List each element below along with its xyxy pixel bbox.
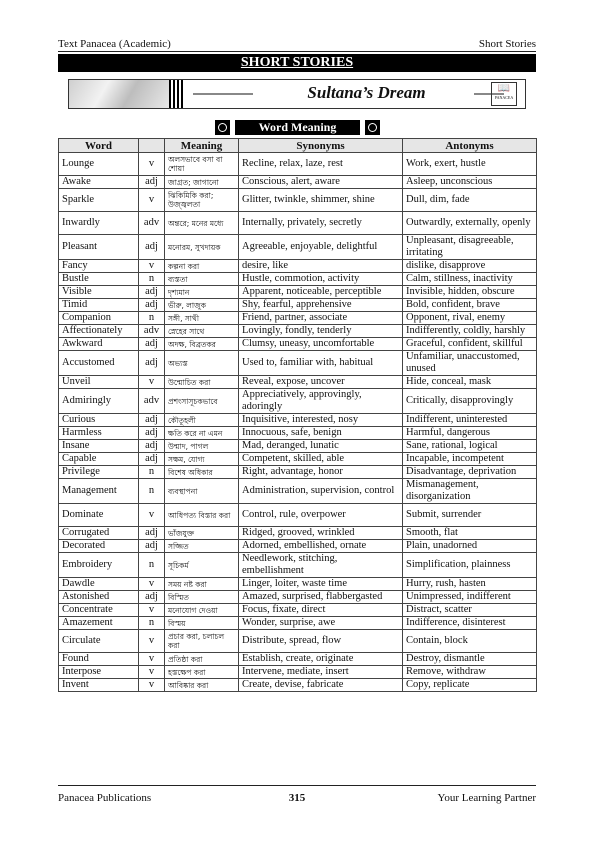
cell-word: Inwardly (59, 212, 139, 235)
banner-marble-panel (69, 80, 169, 108)
page-header (58, 38, 536, 52)
table-row (59, 504, 537, 527)
cell-synonyms: Used to, familiar with, habitual (239, 351, 403, 376)
table-row (59, 325, 537, 338)
table-row (59, 312, 537, 325)
cell-synonyms: Glitter, twinkle, shimmer, shine (239, 189, 403, 212)
cell-synonyms: Create, devise, fabricate (239, 679, 403, 692)
cell-antonyms: Smooth, flat (403, 527, 537, 540)
book-icon: 📖 (497, 83, 511, 94)
cell-pos: n (139, 466, 165, 479)
table-row (59, 666, 537, 679)
cell-pos: v (139, 653, 165, 666)
cell-pos: adj (139, 453, 165, 466)
table-row (59, 153, 537, 176)
cell-antonyms: Opponent, rival, enemy (403, 312, 537, 325)
cell-meaning: সময় নষ্ট করা (165, 578, 239, 591)
table-row (59, 679, 537, 692)
cell-meaning: বিস্ময় (165, 617, 239, 630)
cell-antonyms: dislike, disapprove (403, 260, 537, 273)
cell-antonyms: Graceful, confident, skillful (403, 338, 537, 351)
cell-antonyms: Hurry, rush, hasten (403, 578, 537, 591)
cell-antonyms: Dull, dim, fade (403, 189, 537, 212)
cell-pos: adj (139, 414, 165, 427)
cell-word: Accustomed (59, 351, 139, 376)
table-body (59, 153, 537, 692)
cell-synonyms: Internally, privately, secretly (239, 212, 403, 235)
cell-antonyms: Mismanagement, disorganization (403, 479, 537, 504)
cell-word: Pleasant (59, 235, 139, 260)
cell-meaning: প্রচার করা, চলাচল করা (165, 630, 239, 653)
cell-meaning: হস্তক্ষেপ করা (165, 666, 239, 679)
cell-word: Corrugated (59, 527, 139, 540)
cell-meaning: উন্মোচিত করা (165, 376, 239, 389)
cell-word: Decorated (59, 540, 139, 553)
table-row (59, 527, 537, 540)
cell-pos: v (139, 630, 165, 653)
cell-pos: n (139, 479, 165, 504)
cell-meaning: ব্যবস্থাপনা (165, 479, 239, 504)
cell-pos: adj (139, 351, 165, 376)
cell-antonyms: Unpleasant, disagreeable, irritating (403, 235, 537, 260)
banner-stripe (169, 80, 185, 108)
cell-word: Management (59, 479, 139, 504)
cell-word: Embroidery (59, 553, 139, 578)
cell-pos: adj (139, 299, 165, 312)
section-title: SHORT STORIES (240, 55, 354, 70)
cell-meaning: আবিষ্কার করা (165, 679, 239, 692)
cell-pos: adj (139, 591, 165, 604)
cell-word: Circulate (59, 630, 139, 653)
cell-antonyms: Work, exert, hustle (403, 153, 537, 176)
cell-word: Curious (59, 414, 139, 427)
cell-word: Timid (59, 299, 139, 312)
cell-word: Fancy (59, 260, 139, 273)
cell-pos: adj (139, 540, 165, 553)
cell-synonyms: Focus, fixate, direct (239, 604, 403, 617)
cell-synonyms: Inquisitive, interested, nosy (239, 414, 403, 427)
publisher-logo (491, 82, 517, 106)
cell-pos: v (139, 504, 165, 527)
cell-meaning: ঝিকিমিকি করা; উজ্জ্বলতা (165, 189, 239, 212)
cell-pos: adv (139, 389, 165, 414)
cell-meaning: সূচিকর্ম (165, 553, 239, 578)
cell-synonyms: Intervene, mediate, insert (239, 666, 403, 679)
cell-meaning: বিশেষ অধিকার (165, 466, 239, 479)
cell-word: Interpose (59, 666, 139, 679)
cell-antonyms: Copy, replicate (403, 679, 537, 692)
cell-synonyms: Lovingly, fondly, tenderly (239, 325, 403, 338)
table-row (59, 440, 537, 453)
cell-pos: adj (139, 176, 165, 189)
section-title-bar (58, 54, 536, 72)
table-row (59, 212, 537, 235)
cell-word: Concentrate (59, 604, 139, 617)
table-row (59, 591, 537, 604)
cell-meaning: অভ্যস্ত (165, 351, 239, 376)
cell-synonyms: Shy, fearful, apprehensive (239, 299, 403, 312)
table-row (59, 453, 537, 466)
cell-pos: v (139, 578, 165, 591)
cell-antonyms: Indifference, disinterest (403, 617, 537, 630)
cell-meaning: মনোরম, সুখদায়ক (165, 235, 239, 260)
cell-word: Insane (59, 440, 139, 453)
cell-antonyms: Indifferently, coldly, harshly (403, 325, 537, 338)
cell-pos: v (139, 679, 165, 692)
table-row (59, 630, 537, 653)
cell-antonyms: Destroy, dismantle (403, 653, 537, 666)
column-header-pos (139, 139, 165, 153)
cell-synonyms: Recline, relax, laze, rest (239, 153, 403, 176)
word-meaning-label: Word Meaning (235, 120, 360, 135)
cell-meaning: সঙ্গী, সাথী (165, 312, 239, 325)
cell-word: Visible (59, 286, 139, 299)
cell-antonyms: Disadvantage, deprivation (403, 466, 537, 479)
cell-antonyms: Unimpressed, indifferent (403, 591, 537, 604)
cell-pos: n (139, 273, 165, 286)
cell-meaning: প্রতিষ্ঠা করা (165, 653, 239, 666)
cell-antonyms: Outwardly, externally, openly (403, 212, 537, 235)
cell-synonyms: Adorned, embellished, ornate (239, 540, 403, 553)
cell-antonyms: Invisible, hidden, obscure (403, 286, 537, 299)
cell-synonyms: Conscious, alert, aware (239, 176, 403, 189)
cell-word: Admiringly (59, 389, 139, 414)
cell-meaning: জাগ্রত; জাগানো (165, 176, 239, 189)
cell-synonyms: Distribute, spread, flow (239, 630, 403, 653)
table-row (59, 617, 537, 630)
table-row (59, 604, 537, 617)
cell-synonyms: Linger, loiter, waste time (239, 578, 403, 591)
cell-synonyms: Ridged, grooved, wrinkled (239, 527, 403, 540)
page-footer (58, 792, 536, 806)
table-row (59, 389, 537, 414)
cell-synonyms: Reveal, expose, uncover (239, 376, 403, 389)
cell-antonyms: Calm, stillness, inactivity (403, 273, 537, 286)
cell-synonyms: Appreciatively, approvingly, adoringly (239, 389, 403, 414)
cell-antonyms: Sane, rational, logical (403, 440, 537, 453)
cell-pos: v (139, 666, 165, 679)
cell-pos: adj (139, 338, 165, 351)
table-row (59, 578, 537, 591)
story-title-banner (68, 79, 526, 109)
cell-synonyms: Mad, deranged, lunatic (239, 440, 403, 453)
cell-meaning: কল্পনা করা (165, 260, 239, 273)
cell-synonyms: Needlework, stitching, embellishment (239, 553, 403, 578)
header-book-title: Text Panacea (Academic) (58, 38, 171, 50)
cell-antonyms: Plain, unadorned (403, 540, 537, 553)
cell-synonyms: Establish, create, originate (239, 653, 403, 666)
table-row (59, 466, 537, 479)
cell-meaning: ব্যস্ততা (165, 273, 239, 286)
footer-tagline: Your Learning Partner (437, 792, 536, 804)
cell-word: Harmless (59, 427, 139, 440)
cell-pos: n (139, 553, 165, 578)
cell-pos: v (139, 153, 165, 176)
cell-synonyms: Hustle, commotion, activity (239, 273, 403, 286)
cell-pos: adj (139, 527, 165, 540)
target-icon (365, 120, 380, 135)
cell-pos: n (139, 312, 165, 325)
table-row (59, 351, 537, 376)
vocabulary-table (58, 138, 537, 692)
cell-synonyms: Clumsy, uneasy, uncomfortable (239, 338, 403, 351)
cell-antonyms: Incapable, incompetent (403, 453, 537, 466)
cell-meaning: সজ্জিত (165, 540, 239, 553)
cell-word: Privilege (59, 466, 139, 479)
table-row (59, 479, 537, 504)
cell-meaning: ভাঁজযুক্ত (165, 527, 239, 540)
cell-pos: v (139, 376, 165, 389)
table-row (59, 427, 537, 440)
table-header-row (59, 139, 537, 153)
cell-antonyms: Unfamiliar, unaccustomed, unused (403, 351, 537, 376)
footer-rule (58, 785, 536, 786)
cell-antonyms: Simplification, plainness (403, 553, 537, 578)
table-row (59, 653, 537, 666)
cell-antonyms: Distract, scatter (403, 604, 537, 617)
cell-synonyms: Innocuous, safe, benign (239, 427, 403, 440)
cell-word: Sparkle (59, 189, 139, 212)
table-row (59, 553, 537, 578)
cell-meaning: উন্মাদ, পাগল (165, 440, 239, 453)
cell-synonyms: Amazed, surprised, flabbergasted (239, 591, 403, 604)
column-header-word: Word (59, 139, 139, 153)
cell-antonyms: Critically, disapprovingly (403, 389, 537, 414)
cell-pos: v (139, 260, 165, 273)
cell-word: Affectionately (59, 325, 139, 338)
table-row (59, 176, 537, 189)
table-row (59, 299, 537, 312)
column-header-antonyms: Antonyms (403, 139, 537, 153)
cell-meaning: মনোযোগ দেওয়া (165, 604, 239, 617)
cell-pos: adj (139, 427, 165, 440)
cell-pos: n (139, 617, 165, 630)
cell-synonyms: Control, rule, overpower (239, 504, 403, 527)
cell-synonyms: Apparent, noticeable, perceptible (239, 286, 403, 299)
cell-antonyms: Contain, block (403, 630, 537, 653)
cell-synonyms: Friend, partner, associate (239, 312, 403, 325)
cell-synonyms: Wonder, surprise, awe (239, 617, 403, 630)
table-row (59, 260, 537, 273)
cell-antonyms: Indifferent, uninterested (403, 414, 537, 427)
cell-word: Bustle (59, 273, 139, 286)
banner-rule-left (193, 93, 253, 95)
cell-word: Lounge (59, 153, 139, 176)
cell-pos: adj (139, 286, 165, 299)
cell-word: Found (59, 653, 139, 666)
cell-antonyms: Submit, surrender (403, 504, 537, 527)
cell-meaning: সক্ষম, যোগ্য (165, 453, 239, 466)
cell-meaning: ভীরু, লাজুক (165, 299, 239, 312)
page-number: 315 (288, 792, 306, 804)
cell-word: Capable (59, 453, 139, 466)
cell-pos: v (139, 604, 165, 617)
target-icon (215, 120, 230, 135)
cell-meaning: আধিপত্য বিস্তার করা (165, 504, 239, 527)
cell-word: Unveil (59, 376, 139, 389)
cell-antonyms: Harmful, dangerous (403, 427, 537, 440)
column-header-meaning: Meaning (165, 139, 239, 153)
cell-word: Dominate (59, 504, 139, 527)
cell-word: Astonished (59, 591, 139, 604)
cell-antonyms: Bold, confident, brave (403, 299, 537, 312)
table-row (59, 540, 537, 553)
story-title: Sultana’s Dream (307, 83, 426, 102)
cell-synonyms: Administration, supervision, control (239, 479, 403, 504)
cell-meaning: বিস্মিত (165, 591, 239, 604)
cell-word: Dawdle (59, 578, 139, 591)
cell-synonyms: desire, like (239, 260, 403, 273)
table-row (59, 376, 537, 389)
header-section-name: Short Stories (478, 38, 536, 50)
cell-synonyms: Competent, skilled, able (239, 453, 403, 466)
cell-meaning: অদক্ষ, বিব্রতকর (165, 338, 239, 351)
table-row (59, 414, 537, 427)
footer-publisher: Panacea Publications (58, 792, 152, 804)
cell-pos: v (139, 189, 165, 212)
cell-pos: adv (139, 325, 165, 338)
header-rule (58, 51, 536, 52)
cell-synonyms: Right, advantage, honor (239, 466, 403, 479)
cell-antonyms: Hide, conceal, mask (403, 376, 537, 389)
cell-meaning: প্রশংসাসূচকভাবে (165, 389, 239, 414)
column-header-synonyms: Synonyms (239, 139, 403, 153)
cell-word: Awake (59, 176, 139, 189)
cell-meaning: অলসভাবে বসা বা শোয়া (165, 153, 239, 176)
cell-antonyms: Remove, withdraw (403, 666, 537, 679)
cell-word: Amazement (59, 617, 139, 630)
word-meaning-heading (215, 120, 380, 135)
cell-word: Invent (59, 679, 139, 692)
cell-pos: adj (139, 235, 165, 260)
cell-antonyms: Asleep, unconscious (403, 176, 537, 189)
cell-word: Companion (59, 312, 139, 325)
cell-meaning: কৌতূহলী (165, 414, 239, 427)
cell-meaning: স্নেহের সাথে (165, 325, 239, 338)
table-row (59, 338, 537, 351)
table-row (59, 189, 537, 212)
cell-pos: adj (139, 440, 165, 453)
table-row (59, 286, 537, 299)
cell-synonyms: Agreeable, enjoyable, delightful (239, 235, 403, 260)
cell-word: Awkward (59, 338, 139, 351)
cell-pos: adv (139, 212, 165, 235)
table-row (59, 235, 537, 260)
cell-meaning: দৃশ্যমান (165, 286, 239, 299)
cell-meaning: অন্তরে; মনের মধ্যে (165, 212, 239, 235)
logo-text: PANACEA (494, 95, 514, 100)
cell-meaning: ক্ষতি করে না এমন (165, 427, 239, 440)
table-row (59, 273, 537, 286)
